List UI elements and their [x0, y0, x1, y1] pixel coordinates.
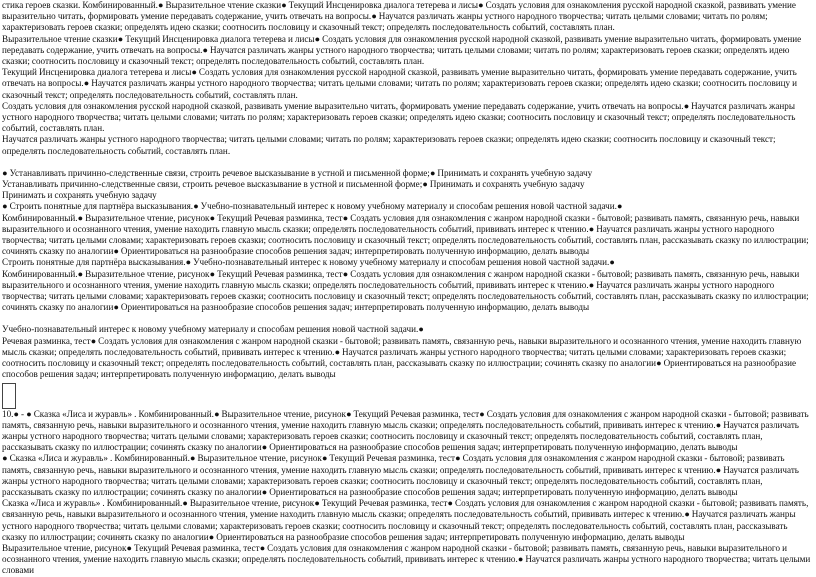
spacer [2, 157, 814, 168]
empty-image-frame [2, 383, 16, 409]
paragraph: Сказка «Лиса и журавль» . Комбинированный.● Выразительное чтение, рисунок● Текущий Речевая разминка, тест● Создать условия для ознакомления с жанром народной сказки - бытовой; развивать память, связанную речь, навыки выразительного и осознанного чтения, умение находить главную мысль сказки; определять последовательность событий, прививать интерес к чтению.● Научатся различать жанры устного народного творчества; читать целыми словами; характеризовать героев сказки; соотносить пословицу и сказочный текст; определять последовательность событий, составлять план, рассказывать сказку по иллюстрации; сочинять сказку по аналогии● Ориентироваться на разнообразие способов решения задач; интерпретировать полученную информацию, делать выводы [2, 498, 809, 542]
paragraph: Принимать и сохранять учебную задачу [2, 190, 157, 201]
paragraph: Учебно-познавательный интерес к новому учебному материалу и способам решения новой частной задачи.● [2, 324, 424, 335]
paragraph: Текущий Инсценировка диалога тетерева и лисы● Создать условия для ознакомления русской народной сказкой, развивать умение выразительно читать, формировать умение передавать содержание, учить отвечать на вопросы.● Научатся различать жанры устного народного творчества; читать целыми словами; читать по ролям; характеризовать героев сказки; определять идею сказки; соотносить пословицу и сказочный текст; определять последовательность событий, составлять план. [2, 67, 798, 100]
image-placeholder-row [2, 381, 814, 409]
paragraph: Устанавливать причинно-следственные связи, строить речевое высказывание в устной и письменной форме;● Принимать и сохранять учебную задачу [2, 179, 585, 190]
paragraph: Научатся различать жанры устного народного творчества; читать целыми словами; читать по ролям; характеризовать героев сказки; определять идею сказки; соотносить пословицу и сказочный текст; определять последовательность событий, составлять план. [2, 134, 776, 156]
paragraph: Выразительное чтение, рисунок● Текущий Речевая разминка, тест● Создать условия для ознакомления с жанром народной сказки - бытовой; развивать память, связанную речь, навыки выразительного и осознанного чтения, умение находить главную мысль сказки; определять последовательность событий, прививать интерес к чтению.● Научатся различать жанры устного народного творчества; читать целыми словами [2, 542, 811, 576]
paragraph: ● Устанавливать причинно-следственные связи, строить речевое высказывание в устной и письменной форме;● Принимать и сохранять учебную задачу [2, 167, 593, 178]
paragraph: Речевая разминка, тест● Создать условия для ознакомления с жанром народной сказки - бытовой; развивать память, связанную речь, навыки выразительного и осознанного чтения, умение находить главную мысль сказки; определять последовательность событий, прививать интерес к чтению.● Научатся различать жанры устного народного творчества; читать целыми словами; характеризовать героев сказки; соотносить пословицу и сказочный текст; определять последовательность событий, составлять план, рассказывать сказку по иллюстрации; сочинять сказку по аналогии● Ориентироваться на разнообразие способов решения задач; интерпретировать полученную информацию, делать выводы [2, 335, 802, 380]
paragraph: Строить понятные для партнёра высказывания.● Учебно-познавательный интерес к новому учебному материалу и способам решения новой частной задачи.● [2, 257, 615, 268]
paragraph: стика героев сказки. Комбинированный.● Выразительное чтение сказки● Текущий Инсценировка диалога тетерева и лисы● Создать условия для ознакомления русской народной сказкой, развивать умение выразительно читать, формировать умение передавать содержание, учить отвечать на вопросы.● Научатся различать жанры устного народного творчества; читать целыми словами; читать по ролям; характеризовать героев сказки; определять идею сказки; соотносить пословицу и сказочный текст; определять последовательность событий, составлять план. [2, 0, 796, 33]
paragraph: Комбинированный.● Выразительное чтение, рисунок● Текущий Речевая разминка, тест● Создать условия для ознакомления с жанром народной сказки - бытовой; развивать память, связанную речь, навыки выразительного и осознанного чтения, умение находить главную мысль сказки; определять последовательность событий, прививать интерес к чтению.● Научатся различать жанры устного народного творчества; читать целыми словами; характеризовать героев сказки; соотносить пословицу и сказочный текст; определять последовательность событий, составлять план, рассказывать сказку по иллюстрации; сочинять сказку по аналогии● Ориентироваться на разнообразие способов решения задач; интерпретировать полученную информацию, делать выводы [2, 268, 809, 313]
paragraph: ● Сказка «Лиса и журавль» . Комбинированный.● Выразительное чтение, рисунок● Текущий Речевая разминка, тест● Создать условия для ознакомления с жанром народной сказки - бытовой; развивать память, связанную речь, навыки выразительного и осознанного чтения, умение находить главную мысль сказки; определять последовательность событий, прививать интерес к чтению.● Научатся различать жанры устного народного творчества; читать целыми словами; характеризовать героев сказки; соотносить пословицу и сказочный текст; определять последовательность событий, составлять план, рассказывать сказку по иллюстрации; сочинять сказку по аналогии● Ориентироваться на разнообразие способов решения задач; интерпретировать полученную информацию, делать выводы [2, 453, 799, 497]
paragraph: ● Строить понятные для партнёра высказывания.● Учебно-познавательный интерес к новому учебному материалу и способам решения новой частной задачи.● [2, 201, 623, 212]
document-body [2, 0, 814, 577]
spacer [2, 313, 814, 324]
paragraph: 10.● - ● Сказка «Лиса и журавль» . Комбинированный.● Выразительное чтение, рисунок● Текущий Речевая разминка, тест● Создать условия для ознакомления с жанром народной сказки - бытовой; развивать память, связанную речь, навыки выразительного и осознанного чтения, умение находить главную мысль сказки; определять последовательность событий, прививать интерес к чтению.● Научатся различать жанры устного народного творчества; читать целыми словами; характеризовать героев сказки; соотносить пословицу и сказочный текст; определять последовательность событий, составлять план, рассказывать сказку по иллюстрации; сочинять сказку по аналогии● Ориентироваться на разнообразие способов решения задач; интерпретировать полученную информацию, делать выводы [2, 408, 809, 453]
paragraph: Комбинированный.● Выразительное чтение, рисунок● Текущий Речевая разминка, тест● Создать условия для ознакомления с жанром народной сказки - бытовой; развивать память, связанную речь, навыки выразительного и осознанного чтения, умение находить главную мысль сказки; определять последовательность событий, прививать интерес к чтению.● Научатся различать жанры устного народного творчества; читать целыми словами; характеризовать героев сказки; соотносить пословицу и сказочный текст; определять последовательность событий, составлять план, рассказывать сказку по иллюстрации; сочинять сказку по аналогии● Ориентироваться на разнообразие способов решения задач; интерпретировать полученную информацию, делать выводы [2, 212, 809, 257]
paragraph: Создать условия для ознакомления русской народной сказкой, развивать умение выразительно читать, формировать умение передавать содержание, учить отвечать на вопросы.● Научатся различать жанры устного народного творчества; читать целыми словами; читать по ролям; характеризовать героев сказки; определять идею сказки; соотносить пословицу и сказочный текст; определять последовательность событий, составлять план. [2, 100, 796, 134]
paragraph: Выразительное чтение сказки● Текущий Инсценировка диалога тетерева и лисы● Создать условия для ознакомления русской народной сказкой, развивать умение выразительно читать, формировать умение передавать содержание, учить отвечать на вопросы.● Научатся различать жанры устного народного творчества; читать целыми словами; читать по ролям; характеризовать героев сказки; определять идею сказки; соотносить пословицу и сказочный текст; определять последовательность событий, составлять план. [2, 33, 802, 67]
